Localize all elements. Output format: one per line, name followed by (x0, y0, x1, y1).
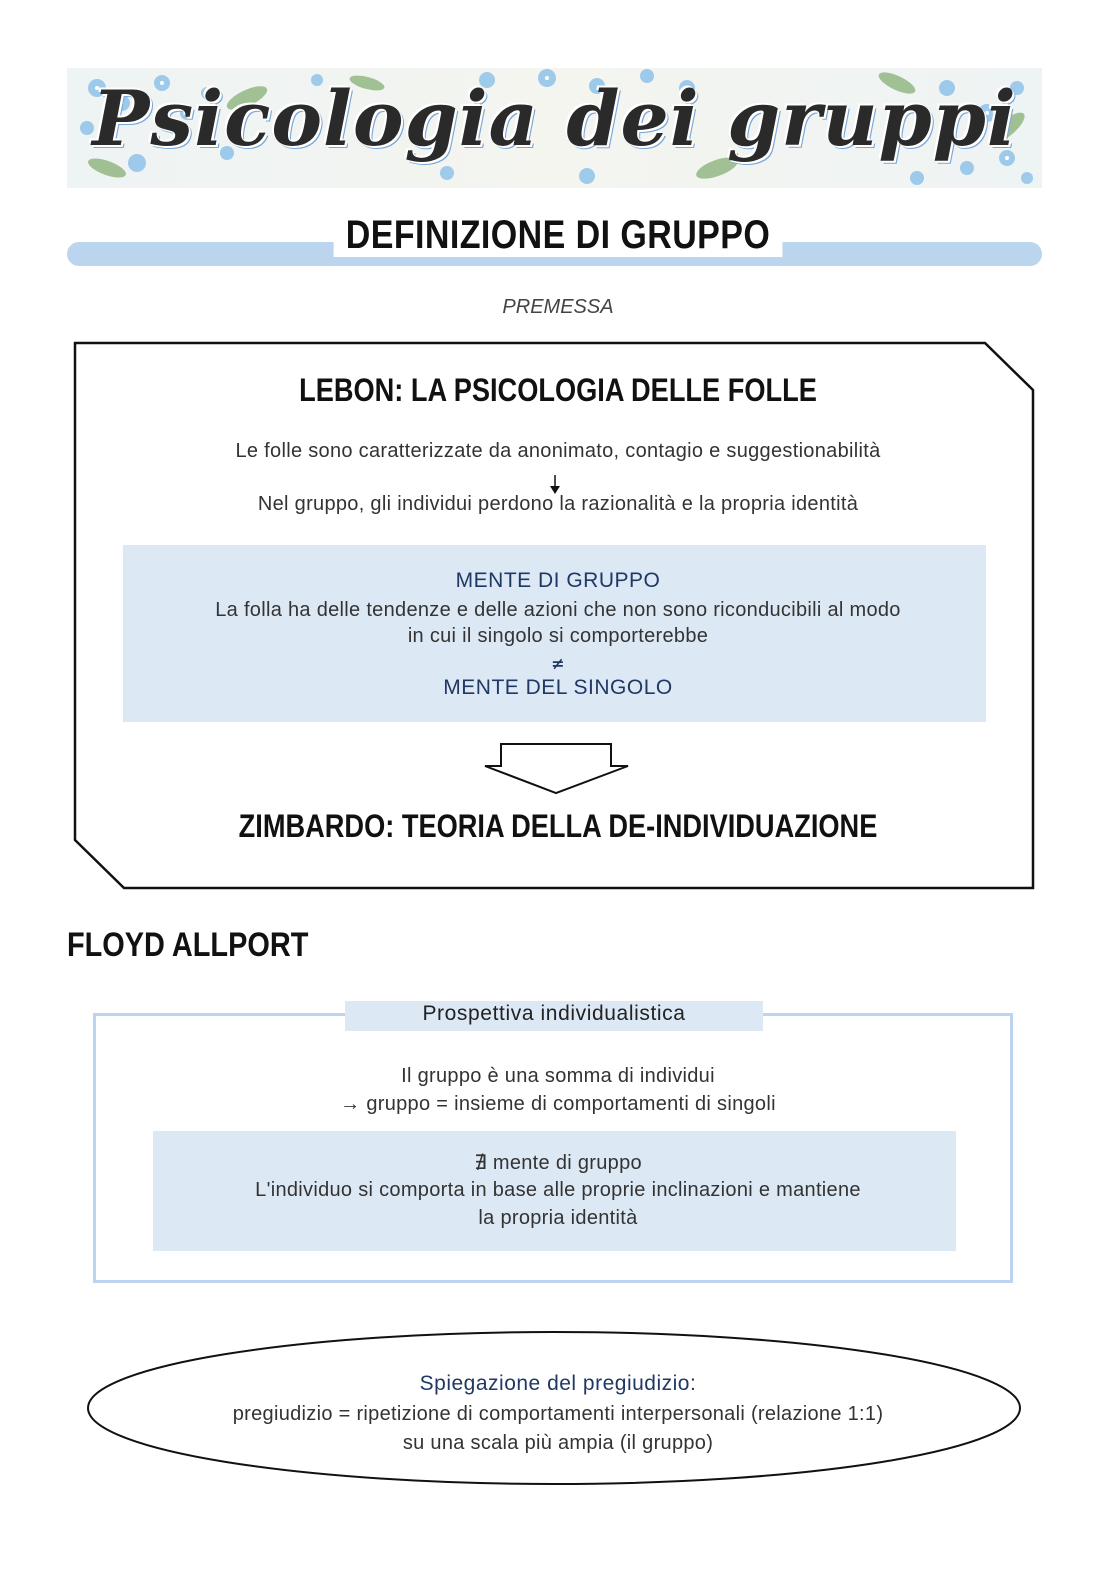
mente-panel-text-2: in cui il singolo si comporterebbe (407, 625, 709, 647)
individuo-line-2: la propria identità (478, 1207, 638, 1229)
no-mente-line: ∄ mente di gruppo (474, 1152, 642, 1174)
lebon-heading: LEBON: LA PSICOLOGIA DELLE FOLLE (299, 372, 817, 408)
zimbardo-heading: ZIMBARDO: TEORIA DELLA DE-INDIVIDUAZIONE (238, 808, 878, 844)
mente-panel-text-1: La folla ha delle tendenze e delle azioni che non sono riconducibili al modo (215, 599, 901, 621)
lebon-line-1: Le folle sono caratterizzate da anonimato, contagio e suggestionabilità (235, 440, 881, 462)
mente-di-gruppo-title: MENTE DI GRUPPO (455, 569, 661, 592)
premessa-label: PREMESSA (502, 296, 614, 318)
allport-line-2: → gruppo = insieme di comportamenti di singoli (340, 1093, 776, 1115)
prospettiva-label: Prospettiva individualistica (422, 1002, 686, 1025)
pregiudizio-line-2: su una scala più ampia (il gruppo) (402, 1432, 714, 1454)
section-title-text: DEFINIZIONE DI GRUPPO (334, 213, 782, 257)
header-banner (67, 68, 1042, 188)
allport-line-1: Il gruppo è una somma di individui (401, 1065, 715, 1087)
lebon-line-2: Nel gruppo, gli individui perdono la razionalità e la propria identità (257, 493, 859, 515)
section-title (84, 213, 1033, 258)
pregiudizio-title: Spiegazione del pregiudizio (419, 1372, 690, 1395)
mente-del-singolo-title: MENTE DEL SINGOLO (443, 676, 673, 699)
pregiudizio-line-1: pregiudizio = ripetizione di comportamenti interpersonali (relazione 1:1) (232, 1403, 884, 1425)
pregiudizio-title-line (0, 1372, 1116, 1396)
pregiudizio-colon: : (690, 1372, 697, 1395)
down-arrow-icon (549, 475, 561, 495)
not-equal-symbol: ≠ (551, 654, 565, 673)
block-down-arrow-icon (483, 742, 631, 796)
individuo-line-1: L'individuo si comporta in base alle proprie inclinazioni e mantiene (255, 1179, 861, 1201)
allport-heading: FLOYD ALLPORT (67, 926, 309, 964)
document-title: Psicologia dei gruppi (92, 74, 1017, 163)
